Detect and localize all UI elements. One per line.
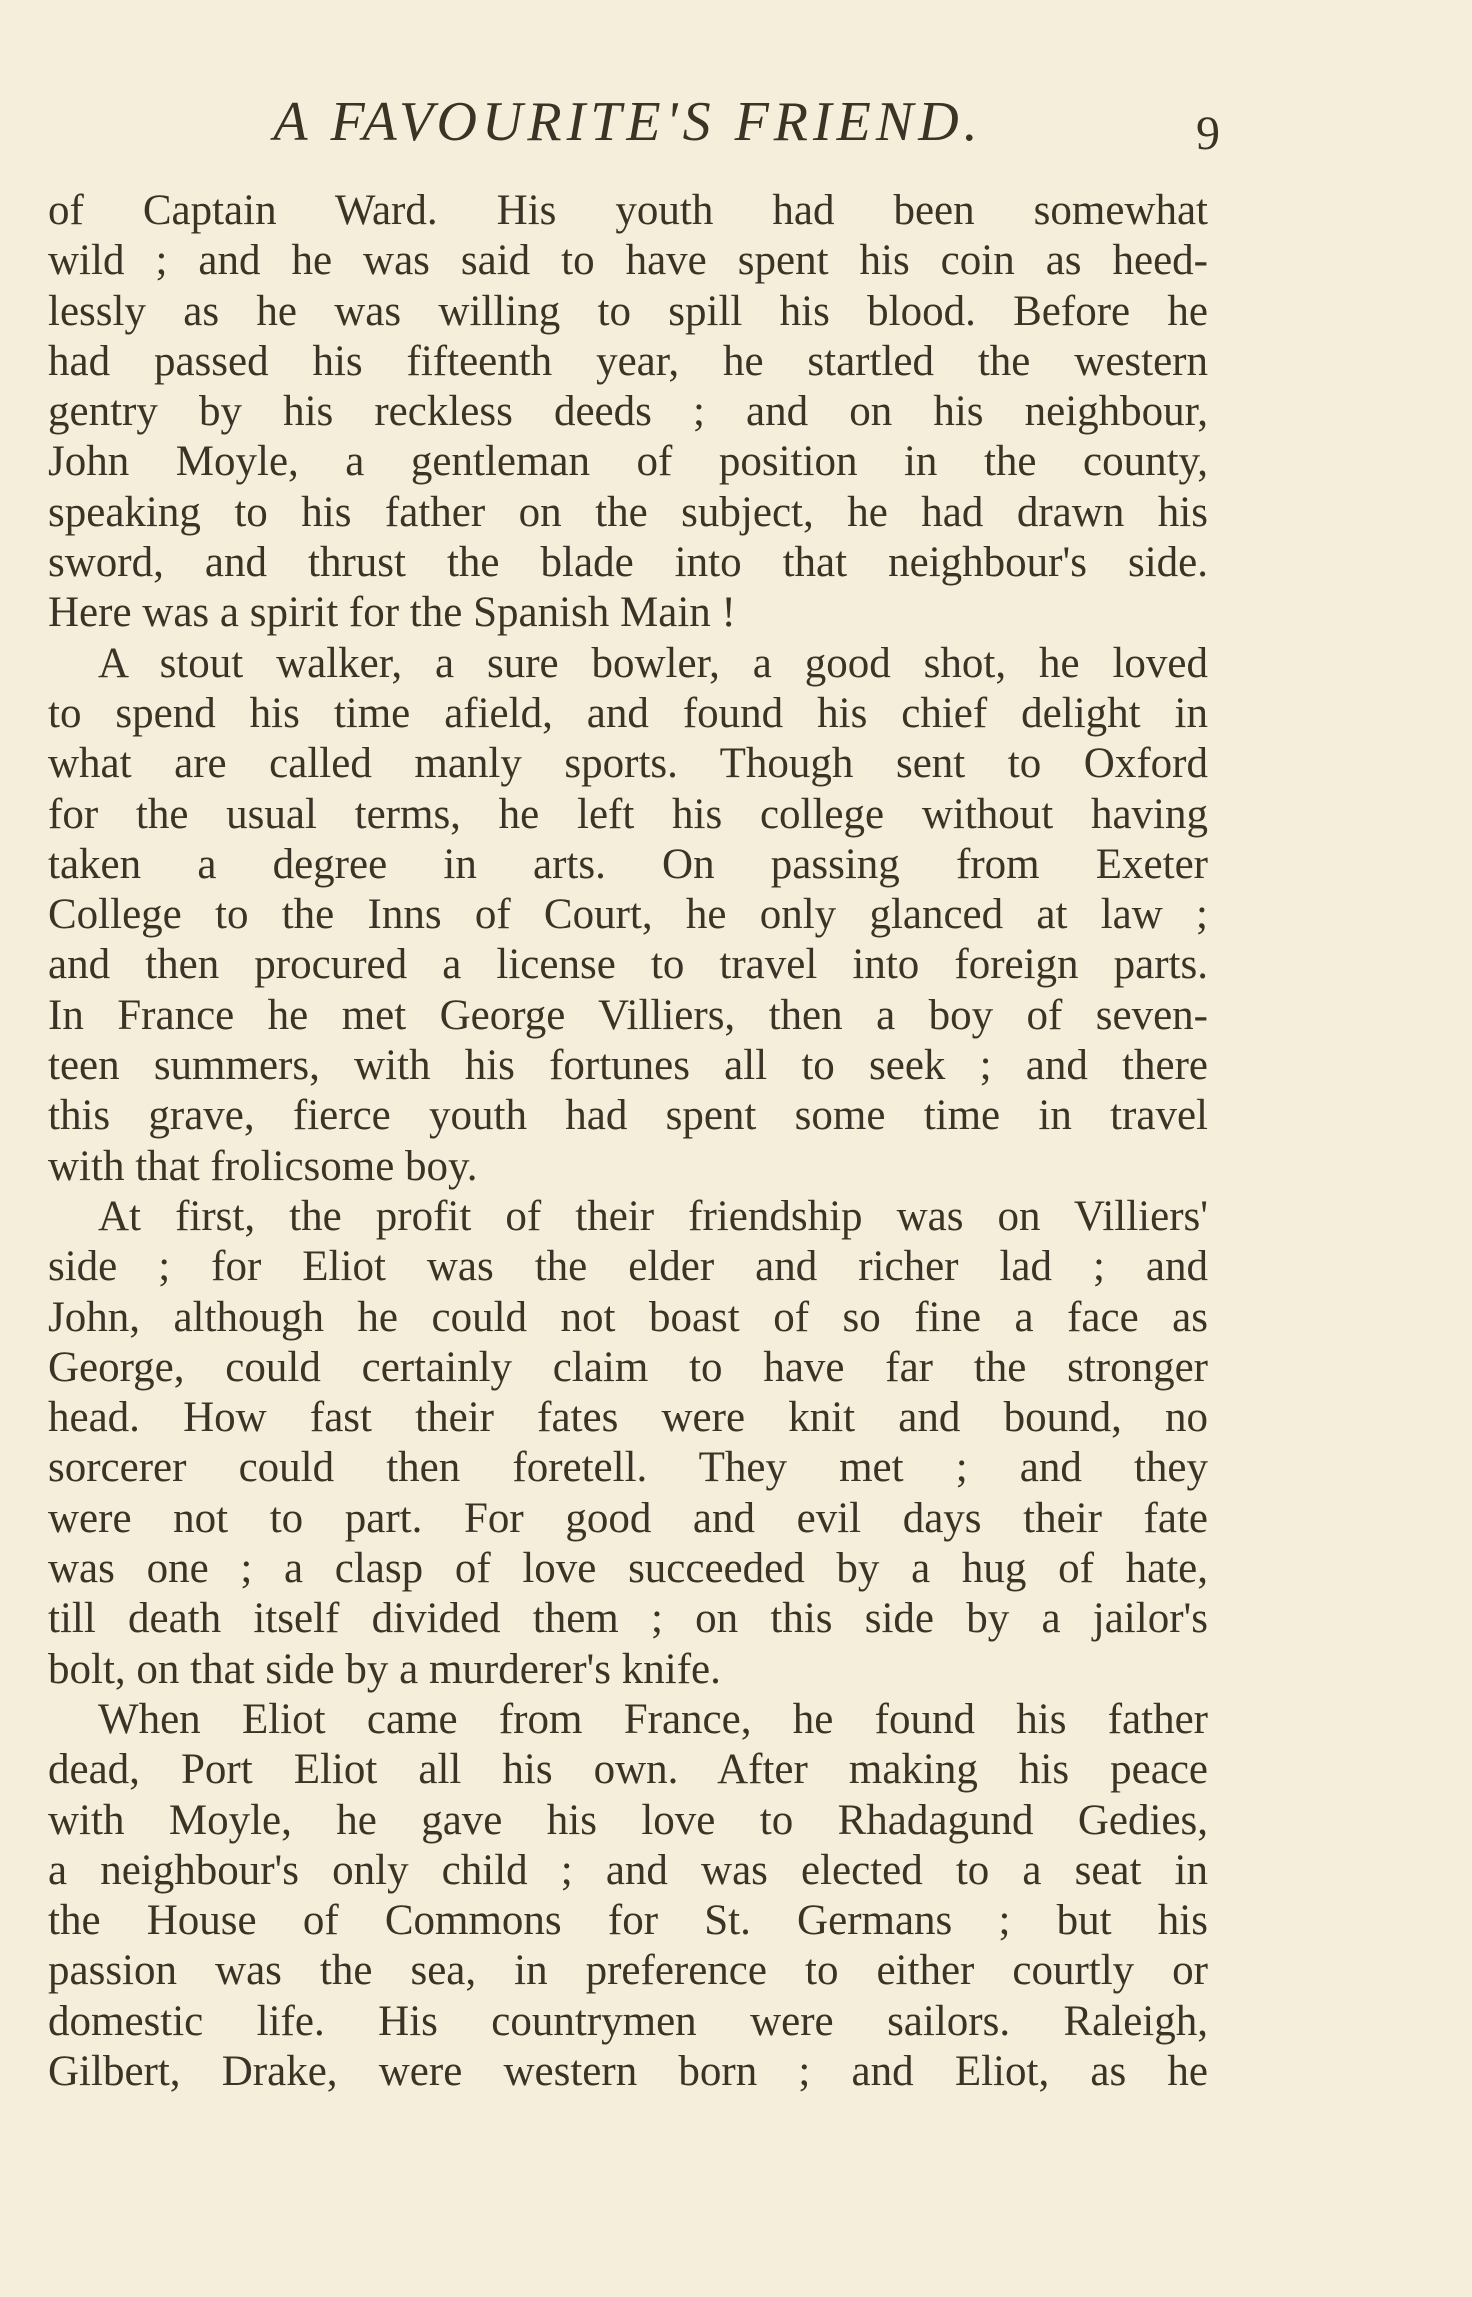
text-line: bolt, on that side by a murderer's knife. (48, 1645, 721, 1693)
text-line: head. How fast their fates were knit and bound, no (48, 1394, 1208, 1442)
text-line: sword, and thrust the blade into that neighbour's side. (48, 539, 1208, 587)
text-line: Here was a spirit for the Spanish Main ! (48, 589, 736, 637)
text-line: John, although he could not boast of so fine a face as (48, 1293, 1208, 1341)
text-line: Gilbert, Drake, were western born ; and Eliot, as he (48, 2047, 1208, 2095)
text-line: dead, Port Eliot all his own. After making his peace (48, 1746, 1208, 1794)
text-line: had passed his fifteenth year, he startled the western (48, 337, 1208, 385)
text-line: gentry by his reckless deeds ; and on his neighbour, (48, 388, 1208, 436)
text-line: and then procured a license to travel into foreign parts. (48, 941, 1208, 989)
text-line: At first, the profit of their friendship was on Villiers' (98, 1192, 1208, 1240)
text-line: was one ; a clasp of love succeeded by a hug of hate, (48, 1545, 1208, 1593)
text-line: John Moyle, a gentleman of position in the county, (48, 438, 1208, 486)
text-line: for the usual terms, he left his college without having (48, 790, 1208, 838)
text-line: a neighbour's only child ; and was elected to a seat in (48, 1846, 1208, 1894)
text-line: College to the Inns of Court, he only glanced at law ; (48, 891, 1208, 939)
text-line: George, could certainly claim to have far the stronger (48, 1343, 1208, 1391)
text-line: speaking to his father on the subject, he had drawn his (48, 488, 1208, 536)
text-line: this grave, fierce youth had spent some time in travel (48, 1092, 1208, 1140)
text-line: passion was the sea, in preference to either courtly or (48, 1947, 1208, 1995)
text-line: lessly as he was willing to spill his blood. Before he (48, 287, 1208, 335)
text-line: side ; for Eliot was the elder and richer lad ; and (48, 1243, 1208, 1291)
text-line: taken a degree in arts. On passing from Exeter (48, 840, 1208, 888)
page-header (48, 82, 1220, 162)
text-line: with Moyle, he gave his love to Rhadagund Gedies, (48, 1796, 1208, 1844)
running-title: A FAVOURITE'S FRIEND. (273, 91, 983, 153)
text-line: with that frolicsome boy. (48, 1142, 478, 1190)
text-line: sorcerer could then foretell. They met ; and they (48, 1444, 1208, 1492)
text-line: domestic life. His countrymen were sailors. Raleigh, (48, 1997, 1208, 2045)
text-line: of Captain Ward. His youth had been somewhat (48, 187, 1208, 234)
text-line: the House of Commons for St. Germans ; but his (48, 1897, 1208, 1945)
body-text (48, 186, 1208, 2097)
text-line: till death itself divided them ; on this side by a jailor's (48, 1595, 1208, 1643)
text-line: In France he met George Villiers, then a boy of seven- (48, 991, 1208, 1039)
text-line: teen summers, with his fortunes all to seek ; and there (48, 1042, 1208, 1090)
text-line: When Eliot came from France, he found his father (98, 1695, 1208, 1743)
text-line: were not to part. For good and evil days their fate (48, 1494, 1208, 1542)
page-number: 9 (1196, 107, 1220, 160)
text-line: A stout walker, a sure bowler, a good shot, he loved (98, 639, 1208, 687)
text-line: to spend his time afield, and found his chief delight in (48, 689, 1208, 737)
text-line: wild ; and he was said to have spent his coin as heed- (48, 237, 1208, 285)
text-line: what are called manly sports. Though sent to Oxford (48, 740, 1208, 788)
